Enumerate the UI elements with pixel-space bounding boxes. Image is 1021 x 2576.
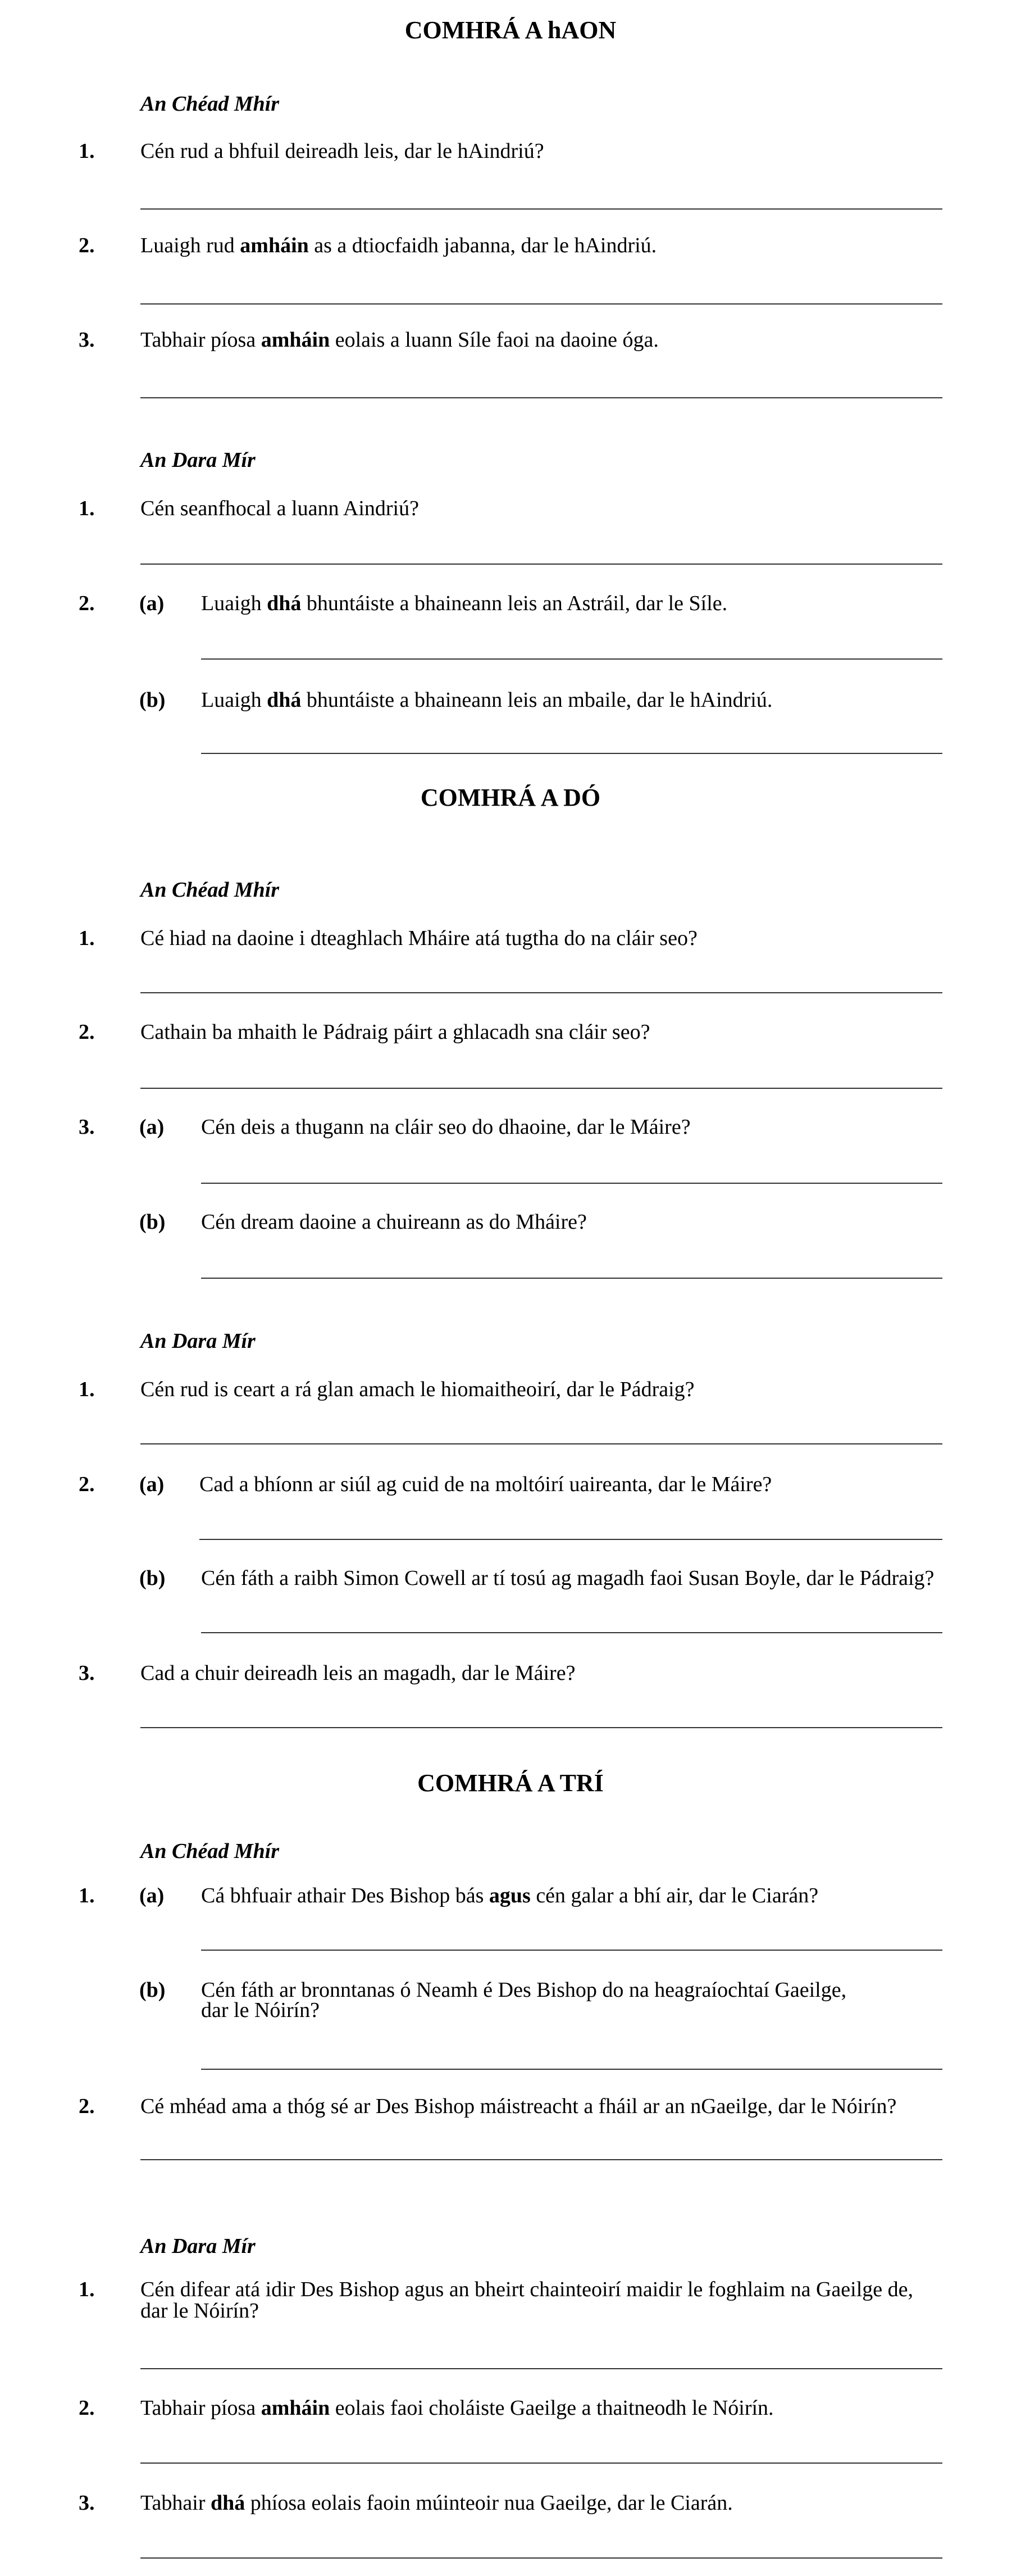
subquestion-label: (a) bbox=[139, 1115, 165, 1139]
part-heading: An Dara Mír bbox=[140, 448, 256, 472]
question-text-part: Tabhair píosa bbox=[140, 328, 261, 352]
section-title: COMHRÁ A hAON bbox=[404, 16, 617, 44]
emphasis-text: amháin bbox=[240, 234, 309, 257]
question-text bbox=[201, 1211, 587, 1233]
question-text-part: Cá bhfuair athair Des Bishop bás bbox=[201, 1884, 489, 1907]
question-text bbox=[140, 1662, 575, 1684]
question-text-part: Cén rud a bhfuil deireadh leis, dar le hAindriú? bbox=[140, 139, 544, 163]
emphasis-text: amháin bbox=[261, 2396, 330, 2420]
answer-line[interactable] bbox=[140, 208, 942, 210]
question-text-part: phíosa eolais faoin múinteoir nua Gaeilge, dar le Ciarán. bbox=[245, 2491, 733, 2515]
question-text bbox=[201, 593, 727, 614]
question-text bbox=[140, 2279, 913, 2300]
answer-line[interactable] bbox=[140, 2463, 942, 2464]
part-heading: An Chéad Mhír bbox=[140, 878, 280, 902]
part-heading: An Dara Mír bbox=[140, 2234, 256, 2258]
question-text bbox=[140, 140, 544, 162]
question-number: 3. bbox=[79, 2491, 95, 2515]
question-text-part: Cén dream daoine a chuireann as do Mháire? bbox=[201, 1210, 587, 1234]
question-text-part: Cad a bhíonn ar siúl ag cuid de na moltóirí uaireanta, dar le Máire? bbox=[199, 1473, 772, 1496]
answer-line[interactable] bbox=[140, 397, 942, 398]
question-text bbox=[140, 329, 659, 351]
part-heading: An Chéad Mhír bbox=[140, 92, 280, 116]
question-text bbox=[201, 1979, 846, 2001]
question-number: 2. bbox=[79, 234, 95, 257]
question-number: 3. bbox=[79, 1115, 95, 1139]
question-text-part: Cén difear atá idir Des Bishop agus an bheirt chainteoirí maidir le foghlaim na Gaeilge de, bbox=[140, 2278, 913, 2301]
question-text-part: Cé hiad na daoine i dteaghlach Mháire atá tugtha do na cláir seo? bbox=[140, 926, 698, 950]
answer-line[interactable] bbox=[201, 1278, 942, 1279]
question-text bbox=[201, 689, 772, 711]
question-number: 3. bbox=[79, 328, 95, 352]
question-text-part: dar le Nóirín? bbox=[140, 2299, 259, 2323]
question-text-part: Cén fáth a raibh Simon Cowell ar tí tosú ag magadh faoi Susan Boyle, dar le Pádraig? bbox=[201, 1566, 935, 1590]
section-title: COMHRÁ A TRÍ bbox=[417, 1769, 604, 1797]
question-text bbox=[201, 1568, 934, 1589]
subquestion-label: (a) bbox=[139, 1884, 165, 1907]
question-text bbox=[140, 2492, 733, 2514]
subquestion-label: (b) bbox=[139, 1566, 166, 1590]
question-number: 2. bbox=[79, 2396, 95, 2420]
question-text bbox=[140, 2096, 896, 2117]
section-title: COMHRÁ A DÓ bbox=[420, 784, 601, 811]
question-number: 2. bbox=[79, 1473, 95, 1496]
question-number: 2. bbox=[79, 1020, 95, 1044]
answer-line[interactable] bbox=[201, 658, 942, 660]
question-text-part: Cad a chuir deireadh leis an magadh, dar le Máire? bbox=[140, 1661, 576, 1685]
subquestion-label: (b) bbox=[139, 688, 166, 712]
question-text bbox=[199, 1474, 772, 1495]
question-text-part: Cén seanfhocal a luann Aindriú? bbox=[140, 497, 419, 520]
question-text bbox=[140, 2397, 774, 2419]
question-text bbox=[140, 928, 698, 949]
answer-line[interactable] bbox=[140, 992, 942, 993]
subquestion-label: (b) bbox=[139, 1210, 166, 1234]
question-text-part: Cé mhéad ama a thóg sé ar Des Bishop máistreacht a fháil ar an nGaeilge, dar le Nóirín? bbox=[140, 2095, 897, 2118]
question-text-part: bhuntáiste a bhaineann leis an Astráil, dar le Síle. bbox=[301, 592, 728, 615]
question-text-part: Luaigh bbox=[201, 592, 267, 615]
emphasis-text: dhá bbox=[267, 688, 302, 712]
question-text-part: as a dtiocfaidh jabanna, dar le hAindriú. bbox=[308, 234, 657, 257]
question-number: 2. bbox=[79, 592, 95, 615]
question-number: 1. bbox=[79, 497, 95, 520]
question-text-part: cén galar a bhí air, dar le Ciarán? bbox=[530, 1884, 819, 1907]
answer-line[interactable] bbox=[199, 1539, 942, 1540]
answer-line[interactable] bbox=[140, 2159, 942, 2160]
question-number: 1. bbox=[79, 926, 95, 950]
question-text-part: Tabhair bbox=[140, 2491, 211, 2515]
question-text bbox=[140, 1379, 695, 1400]
question-text-part: dar le Nóirín? bbox=[201, 1998, 320, 2022]
question-text-part: Cén rud is ceart a rá glan amach le hiomaitheoirí, dar le Pádraig? bbox=[140, 1378, 695, 1401]
emphasis-text: dhá bbox=[211, 2491, 245, 2515]
emphasis-text: dhá bbox=[267, 592, 302, 615]
question-number: 1. bbox=[79, 2278, 95, 2301]
answer-line[interactable] bbox=[140, 1727, 942, 1728]
question-number: 1. bbox=[79, 1884, 95, 1907]
question-text-part: Cén fáth ar bronntanas ó Neamh é Des Bishop do na heagraíochtaí Gaeilge, bbox=[201, 1978, 847, 2002]
question-text-continuation bbox=[140, 2300, 259, 2321]
answer-line[interactable] bbox=[140, 1443, 942, 1444]
part-heading: An Chéad Mhír bbox=[140, 1839, 280, 1863]
question-text bbox=[140, 235, 657, 256]
subquestion-label: (b) bbox=[139, 1978, 166, 2002]
question-text-part: eolais faoi choláiste Gaeilge a thaitneodh le Nóirín. bbox=[330, 2396, 774, 2420]
question-text bbox=[201, 1116, 691, 1138]
answer-line[interactable] bbox=[140, 303, 942, 305]
emphasis-text: agus bbox=[489, 1884, 531, 1907]
question-number: 2. bbox=[79, 2095, 95, 2118]
answer-line[interactable] bbox=[201, 753, 942, 754]
emphasis-text: amháin bbox=[261, 328, 330, 352]
answer-line[interactable] bbox=[140, 564, 942, 565]
answer-line[interactable] bbox=[140, 1088, 942, 1089]
question-text bbox=[201, 1885, 818, 1906]
question-text-part: Cathain ba mhaith le Pádraig páirt a ghlacadh sna cláir seo? bbox=[140, 1020, 650, 1044]
subquestion-label: (a) bbox=[139, 592, 165, 615]
question-number: 1. bbox=[79, 1378, 95, 1401]
question-number: 3. bbox=[79, 1661, 95, 1685]
question-text-part: Cén deis a thugann na cláir seo do dhaoine, dar le Máire? bbox=[201, 1115, 691, 1139]
answer-line[interactable] bbox=[201, 1632, 942, 1633]
answer-line[interactable] bbox=[201, 1950, 942, 1951]
question-text-part: eolais a luann Síle faoi na daoine óga. bbox=[330, 328, 659, 352]
question-number: 1. bbox=[79, 139, 95, 163]
answer-line[interactable] bbox=[201, 2069, 942, 2070]
part-heading: An Dara Mír bbox=[140, 1329, 256, 1353]
question-text-part: bhuntáiste a bhaineann leis an mbaile, dar le hAindriú. bbox=[301, 688, 773, 712]
question-text-continuation bbox=[201, 2000, 320, 2021]
question-text-part: Luaigh bbox=[201, 688, 267, 712]
question-text-part: Tabhair píosa bbox=[140, 2396, 261, 2420]
question-text-part: Luaigh rud bbox=[140, 234, 240, 257]
answer-line[interactable] bbox=[201, 1183, 942, 1184]
subquestion-label: (a) bbox=[139, 1473, 165, 1496]
answer-line[interactable] bbox=[140, 2368, 942, 2369]
question-text bbox=[140, 498, 419, 519]
question-text bbox=[140, 1021, 650, 1043]
answer-line[interactable] bbox=[140, 2557, 942, 2559]
